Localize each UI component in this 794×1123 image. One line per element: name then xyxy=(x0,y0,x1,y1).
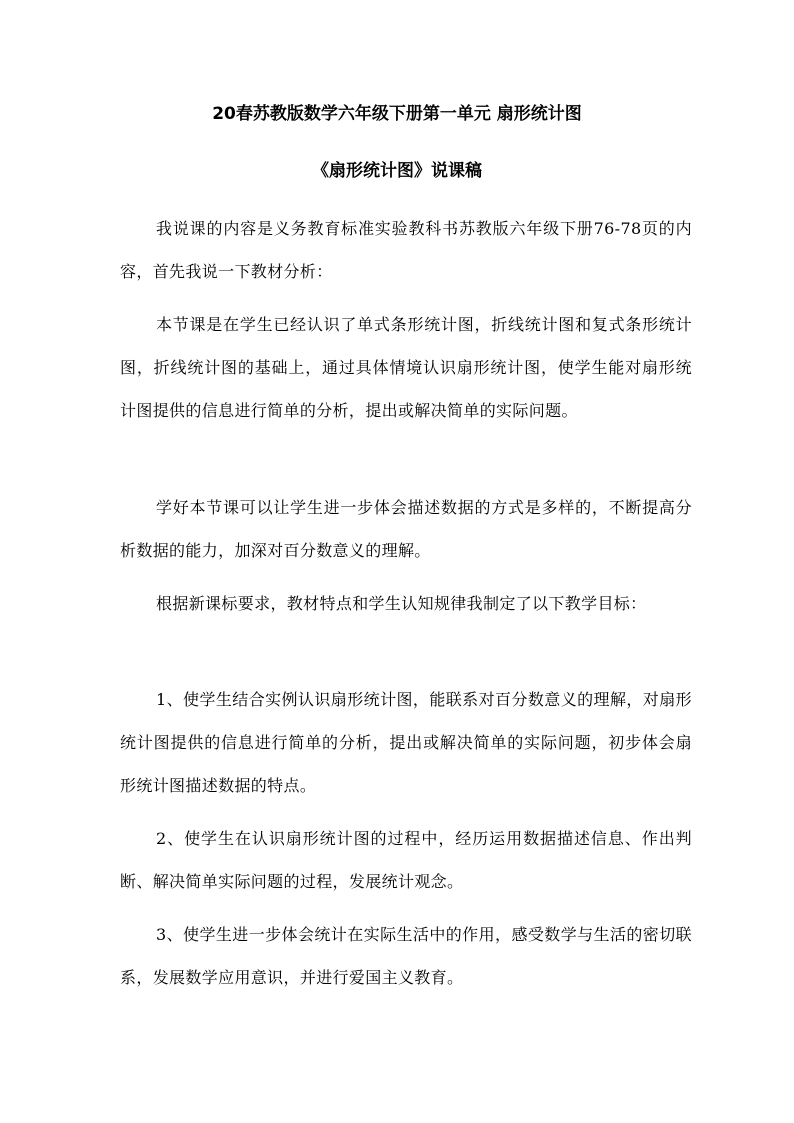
paragraph-material-analysis: 本节课是在学生已经认识了单式条形统计图，折线统计图和复式条形统计图，折线统计图的基础上，通过具体情境认识扇形统计图，使学生能对扇形统计图提供的信息进行简单的分析，提出或解决简单的实际问题。 xyxy=(120,315,692,420)
document-subtitle: 《扇形统计图》说课稿 xyxy=(312,161,482,181)
paragraph-goal-1: 1、使学生结合实例认识扇形统计图，能联系对百分数意义的理解，对扇形统计图提供的信息进行简单的分析，提出或解决简单的实际问题，初步体会扇形统计图描述数据的特点。 xyxy=(120,690,692,795)
paragraph-goal-2: 2、使学生在认识扇形统计图的过程中，经历运用数据描述信息、作出判断、解决简单实际问题的过程，发展统计观念。 xyxy=(120,829,692,891)
paragraph-goal-3: 3、使学生进一步体会统计在实际生活中的作用，感受数学与生活的密切联系，发展数学应用意识，并进行爱国主义教育。 xyxy=(120,925,692,987)
paragraph-goals-intro: 根据新课标要求，教材特点和学生认知规律我制定了以下教学目标： xyxy=(156,594,647,613)
paragraph-intro: 我说课的内容是义务教育标准实验教科书苏教版六年级下册76-78页的内容，首先我说一下教材分析： xyxy=(120,219,692,281)
document-title: 20春苏教版数学六年级下册第一单元 扇形统计图 xyxy=(212,104,582,124)
paragraph-learning-value: 学好本节课可以让学生进一步体会描述数据的方式是多样的，不断提高分析数据的能力，加深对百分数意义的理解。 xyxy=(120,498,692,560)
